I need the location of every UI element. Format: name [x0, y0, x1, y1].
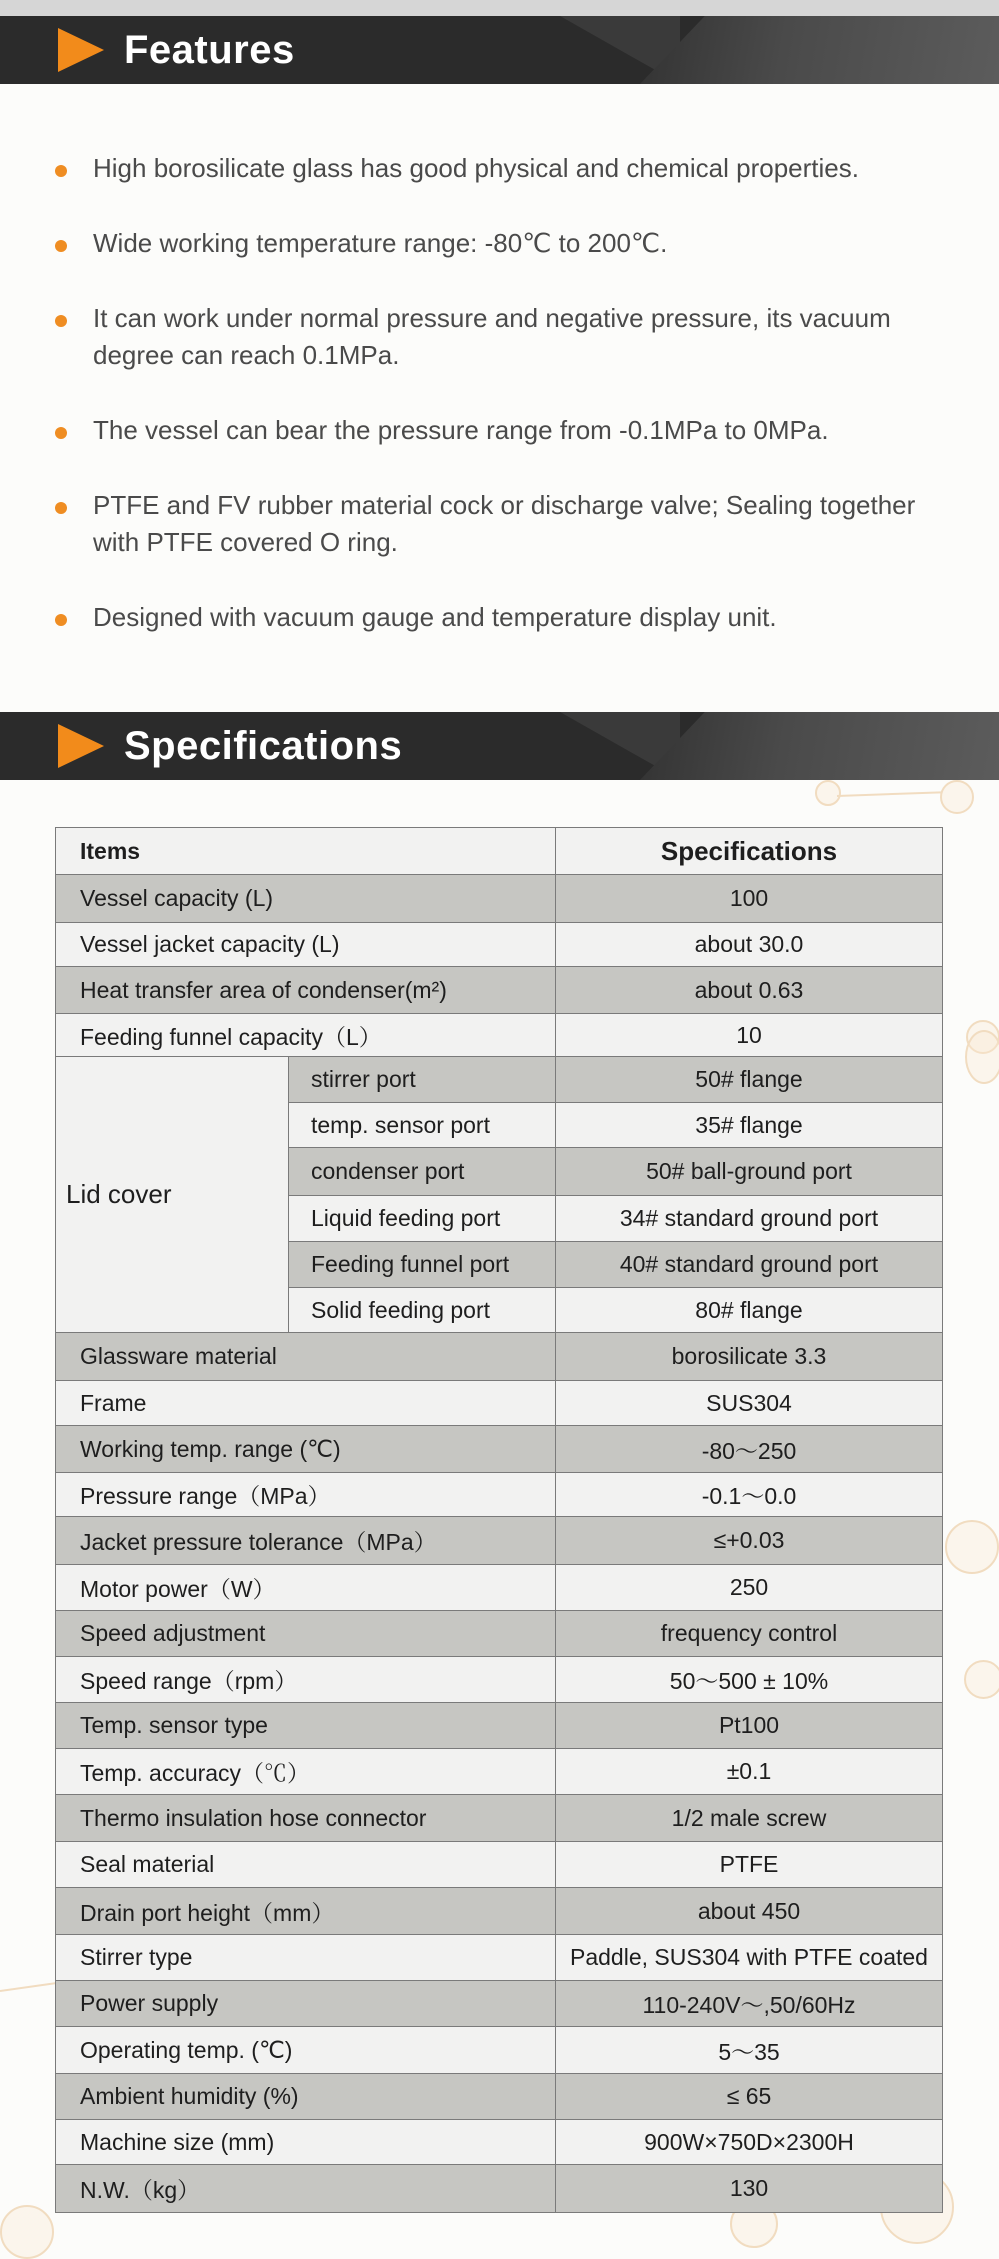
row-value: 900W×750D×2300H [556, 2120, 943, 2165]
features-banner [0, 16, 999, 84]
row-value: 10 [556, 1014, 943, 1057]
feature-item [0, 300, 999, 374]
row-item: Speed adjustment [56, 1611, 556, 1657]
row-value: 1/2 male screw [556, 1795, 943, 1842]
specifications-banner [0, 712, 999, 780]
header-specifications: Specifications [556, 828, 943, 875]
feature-text: The vessel can bear the pressure range from -0.1MPa to 0MPa. [93, 415, 829, 445]
row-value: about 30.0 [556, 923, 943, 967]
table-row [56, 923, 943, 967]
bullet-icon [55, 427, 67, 439]
row-item: Machine size (mm) [56, 2120, 556, 2165]
row-value: 250 [556, 1565, 943, 1611]
row-value: SUS304 [556, 1381, 943, 1426]
row-value: -80～250 [556, 1426, 943, 1473]
table-row [56, 1517, 943, 1565]
feature-text: High borosilicate glass has good physical and chemical properties. [93, 153, 859, 183]
bullet-icon [55, 315, 67, 327]
table-row [56, 1333, 943, 1381]
table-row [56, 1657, 943, 1703]
specifications-table [55, 827, 943, 2213]
table-row [56, 1381, 943, 1426]
port-value: 50# flange [556, 1057, 943, 1103]
port-value: 40# standard ground port [556, 1242, 943, 1288]
table-row [56, 1842, 943, 1888]
top-strip [0, 0, 999, 16]
row-item: Pressure range（MPa） [56, 1473, 556, 1517]
lid-cover-label: Lid cover [56, 1057, 289, 1333]
table-row [56, 1473, 943, 1517]
row-item: Temp. sensor type [56, 1703, 556, 1749]
table-row [56, 2165, 943, 2213]
port-value: 80# flange [556, 1288, 943, 1333]
row-value: 100 [556, 875, 943, 923]
feature-item [0, 412, 999, 449]
row-item: Thermo insulation hose connector [56, 1795, 556, 1842]
row-value: 130 [556, 2165, 943, 2213]
port-item: temp. sensor port [289, 1103, 556, 1148]
row-value: ±0.1 [556, 1749, 943, 1795]
port-item: Liquid feeding port [289, 1196, 556, 1242]
row-item: Motor power（W） [56, 1565, 556, 1611]
port-item: condenser port [289, 1148, 556, 1196]
row-item: Speed range（rpm） [56, 1657, 556, 1703]
feature-item [0, 599, 999, 636]
table-row [56, 1565, 943, 1611]
row-item: Glassware material [56, 1333, 556, 1381]
row-item: Vessel capacity (L) [56, 875, 556, 923]
row-item: Drain port height（mm） [56, 1888, 556, 1935]
row-value: 50～500 ± 10% [556, 1657, 943, 1703]
row-item: Seal material [56, 1842, 556, 1888]
port-value: 34# standard ground port [556, 1196, 943, 1242]
table-row [56, 1795, 943, 1842]
row-item: Frame [56, 1381, 556, 1426]
port-item: Solid feeding port [289, 1288, 556, 1333]
row-item: Heat transfer area of condenser(m²) [56, 967, 556, 1014]
table-row [56, 1611, 943, 1657]
feature-text: PTFE and FV rubber material cock or discharge valve; Sealing together with PTFE covered O ring. [93, 490, 916, 557]
row-value: Paddle, SUS304 with PTFE coated [556, 1935, 943, 1981]
port-value: 35# flange [556, 1103, 943, 1148]
table-row [56, 2074, 943, 2120]
table-row [56, 1935, 943, 1981]
lid-cover-row [56, 1057, 943, 1103]
row-value: -0.1～0.0 [556, 1473, 943, 1517]
banner-shade [640, 16, 999, 84]
table-row [56, 1888, 943, 1935]
feature-text: It can work under normal pressure and negative pressure, its vacuum degree can reach 0.1MPa. [93, 303, 891, 370]
port-value: 50# ball-ground port [556, 1148, 943, 1196]
bullet-icon [55, 240, 67, 252]
row-item: Stirrer type [56, 1935, 556, 1981]
row-value: about 0.63 [556, 967, 943, 1014]
row-value: PTFE [556, 1842, 943, 1888]
row-item: Ambient humidity (%) [56, 2074, 556, 2120]
row-item: Power supply [56, 1981, 556, 2027]
row-item: Feeding funnel capacity（L） [56, 1014, 556, 1057]
bullet-icon [55, 502, 67, 514]
table-row [56, 1749, 943, 1795]
specifications-title: Specifications [124, 724, 403, 768]
table-header-row [56, 828, 943, 875]
table-row [56, 1703, 943, 1749]
port-item: Feeding funnel port [289, 1242, 556, 1288]
row-value: 5～35 [556, 2027, 943, 2074]
table-row [56, 2027, 943, 2074]
row-value: Pt100 [556, 1703, 943, 1749]
table-row [56, 1014, 943, 1057]
row-item: Temp. accuracy（℃） [56, 1749, 556, 1795]
row-value: 110-240V～,50/60Hz [556, 1981, 943, 2027]
row-item: Operating temp. (℃) [56, 2027, 556, 2074]
row-item: N.W.（kg） [56, 2165, 556, 2213]
feature-item [0, 487, 999, 561]
banner-shade [640, 712, 999, 780]
row-value: frequency control [556, 1611, 943, 1657]
feature-item [0, 150, 999, 187]
bullet-icon [55, 165, 67, 177]
row-value: ≤ 65 [556, 2074, 943, 2120]
bullet-icon [55, 614, 67, 626]
table-row [56, 1981, 943, 2027]
row-value: borosilicate 3.3 [556, 1333, 943, 1381]
table-row [56, 1426, 943, 1473]
row-item: Working temp. range (℃) [56, 1426, 556, 1473]
port-item: stirrer port [289, 1057, 556, 1103]
row-value: about 450 [556, 1888, 943, 1935]
row-item: Vessel jacket capacity (L) [56, 923, 556, 967]
play-arrow-icon [58, 724, 104, 768]
row-item: Jacket pressure tolerance（MPa） [56, 1517, 556, 1565]
features-title: Features [124, 28, 295, 72]
row-value: ≤+0.03 [556, 1517, 943, 1565]
feature-text: Designed with vacuum gauge and temperature display unit. [93, 602, 777, 632]
feature-item [0, 225, 999, 262]
table-row [56, 2120, 943, 2165]
play-arrow-icon [58, 28, 104, 72]
table-row [56, 967, 943, 1014]
features-list [0, 150, 999, 636]
table-row [56, 875, 943, 923]
header-items: Items [56, 828, 556, 875]
feature-text: Wide working temperature range: -80℃ to 200℃. [93, 228, 668, 258]
